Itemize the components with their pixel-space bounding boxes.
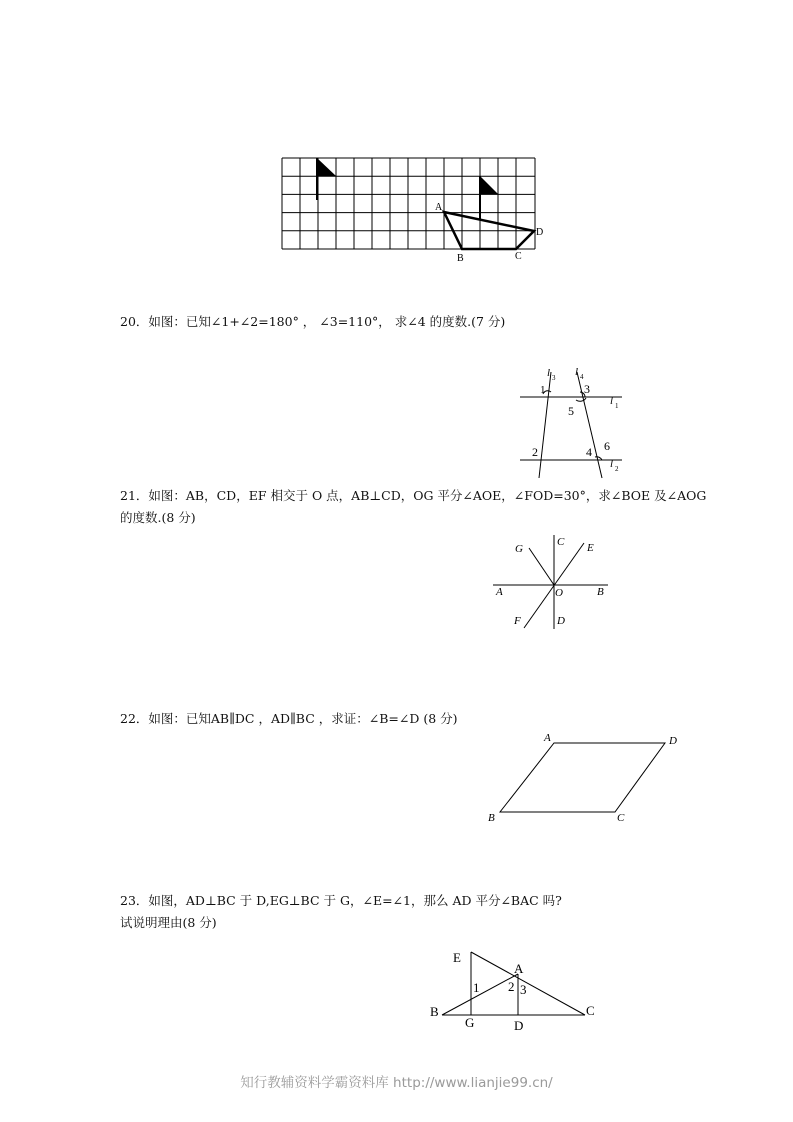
- label-l2-sub: 2: [615, 465, 619, 473]
- label-A: A: [435, 202, 443, 213]
- question-23-line2: 试说明理由(8 分): [120, 915, 217, 930]
- label-O: O: [555, 587, 563, 599]
- question-21-line2: 的度数.(8 分): [120, 510, 196, 525]
- label-C: C: [515, 251, 522, 262]
- label-E: E: [587, 542, 594, 554]
- label-D: D: [536, 227, 544, 238]
- label-F: F: [514, 615, 521, 627]
- label-D: D: [514, 1018, 524, 1033]
- label-D: D: [557, 615, 565, 627]
- label-D: D: [669, 735, 677, 747]
- label-A: A: [514, 961, 524, 976]
- grid-flag-figure: [270, 150, 555, 265]
- question-21-line1: 21．如图：AB，CD，EF 相交于 O 点，AB⊥CD，OG 平分∠AOE，∠FOD=30°，求∠BOE 及∠AOG: [120, 488, 707, 503]
- figure-21-intersecting-lines: [488, 533, 613, 633]
- label-C: C: [617, 812, 625, 824]
- label-G: G: [465, 1015, 475, 1030]
- label-B: B: [597, 586, 604, 598]
- angle-5: 5: [568, 404, 574, 418]
- label-B: B: [457, 253, 464, 264]
- footer-watermark: 知行教辅资料学霸资料库 http://www.lianjie99.cn/: [240, 1075, 553, 1091]
- angle-2: 2: [532, 445, 538, 459]
- figure-22-parallelogram: [482, 728, 687, 828]
- question-22: 22．如图：已知AB∥DC ，AD∥BC ，求证：∠B=∠D (8 分): [120, 711, 458, 726]
- label-A: A: [544, 732, 551, 744]
- label-B: B: [488, 812, 495, 824]
- flag-right: [480, 176, 498, 220]
- label-l3: l: [547, 367, 551, 379]
- label-E: E: [453, 950, 461, 965]
- question-23-line1: 23．如图，AD⊥BC 于 D,EG⊥BC 于 G，∠E=∠1，那么 AD 平分∠BAC 吗?: [120, 893, 562, 908]
- angle-2: 2: [508, 979, 515, 994]
- label-l1-sub: 1: [615, 402, 619, 410]
- label-C: C: [586, 1003, 595, 1018]
- angle-1: 1: [540, 384, 546, 396]
- label-G: G: [515, 543, 523, 555]
- flag-left: [317, 158, 336, 200]
- figure-20-parallel-lines: [510, 360, 625, 480]
- label-B: B: [430, 1004, 439, 1019]
- figure-23-triangle: [422, 942, 607, 1034]
- label-C: C: [557, 536, 565, 548]
- angle-3: 3: [520, 982, 527, 997]
- label-l4: l: [575, 366, 579, 378]
- label-A: A: [496, 586, 503, 598]
- angle-3: 3: [584, 382, 590, 396]
- angle-4: 4: [586, 445, 592, 459]
- angle-6: 6: [604, 439, 610, 453]
- label-l2: l: [610, 458, 614, 470]
- label-l1: l: [610, 395, 614, 407]
- angle-1: 1: [473, 980, 480, 995]
- label-l4-sub: 4: [580, 373, 584, 381]
- question-20: 20．如图：已知∠1+∠2=180° ， ∠3=110°， 求∠4 的度数.(7 分): [120, 314, 506, 329]
- label-l3-sub: 3: [552, 374, 556, 382]
